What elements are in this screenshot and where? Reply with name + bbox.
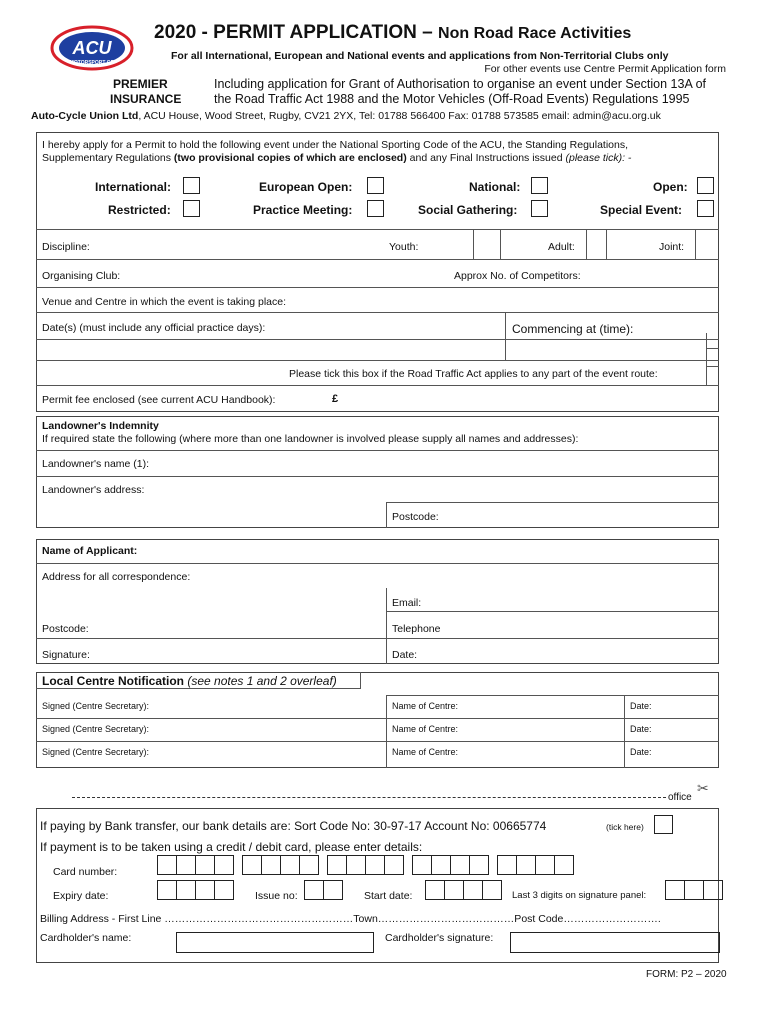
practice-checkbox[interactable] xyxy=(367,200,384,217)
landowner-address-label: Landowner's address: xyxy=(42,484,145,496)
divider xyxy=(606,229,607,259)
divider xyxy=(36,229,719,230)
email-field[interactable] xyxy=(430,590,716,610)
expiry-label: Expiry date: xyxy=(53,890,109,902)
open-checkbox[interactable] xyxy=(697,177,714,194)
landowner-address-field[interactable] xyxy=(160,478,718,500)
divider xyxy=(36,476,719,477)
last-3-digits-label: Last 3 digits on signature panel: xyxy=(512,890,647,901)
centre-signature-field[interactable] xyxy=(172,720,382,738)
venue-label: Venue and Centre in which the event is taking place: xyxy=(42,296,286,308)
social-checkbox[interactable] xyxy=(531,200,548,217)
card-digit-box[interactable] xyxy=(327,855,347,875)
centre-name-label: Name of Centre: xyxy=(392,701,459,711)
title-dash: – xyxy=(422,22,433,43)
landowner-name-label: Landowner's name (1): xyxy=(42,458,150,470)
acu-address-details: , ACU House, Wood Street, Rugby, CV21 2YX, Tel: 01788 566400 Fax: 01788 573585 email: admin@acu.org.uk xyxy=(138,110,661,122)
divider xyxy=(360,672,361,688)
centre-date-label: Date: xyxy=(630,724,652,734)
tick-here-label: (tick here) xyxy=(606,822,644,832)
joint-label: Joint: xyxy=(659,241,685,253)
commencing-field[interactable] xyxy=(645,314,705,338)
start-digit-box[interactable] xyxy=(444,880,464,900)
landowner-note: If required state the following (where more than one landowner is involved please supply all names and addresses): xyxy=(42,433,579,445)
issue-label: Issue no: xyxy=(255,890,298,902)
card-digit-box[interactable] xyxy=(516,855,536,875)
card-digit-box[interactable] xyxy=(157,855,177,875)
intro-text-d: (please tick): - xyxy=(565,152,632,164)
cvv-digit-box[interactable] xyxy=(703,880,723,900)
cardholder-signature-field[interactable] xyxy=(510,932,720,953)
acu-address-name: Auto-Cycle Union Ltd xyxy=(31,110,139,122)
divider xyxy=(500,229,501,259)
intro-line-1: I hereby apply for a Permit to hold the following event under the National Sporting Code of the ACU, the Standing Regulations, xyxy=(42,139,629,151)
cardholder-name-label: Cardholder's name: xyxy=(40,932,132,944)
cardholder-name-field[interactable] xyxy=(176,932,374,953)
centre-date-label: Date: xyxy=(630,701,652,711)
youth-label: Youth: xyxy=(389,241,419,253)
centre-signed-label: Signed (Centre Secretary): xyxy=(42,747,150,757)
billing-address-line[interactable]: Billing Address - First Line ………………………………………………Town…………………………………Post Code………………………. xyxy=(40,913,661,925)
card-digit-box[interactable] xyxy=(554,855,574,875)
intro-text-c: and any Final Instructions issued xyxy=(406,152,566,164)
divider xyxy=(386,502,719,503)
card-digit-box[interactable] xyxy=(469,855,489,875)
start-digit-box[interactable] xyxy=(425,880,445,900)
cut-line-label: office xyxy=(668,792,692,803)
card-intro-text: If payment is to be taken using a credit / debit card, please enter details: xyxy=(40,840,423,854)
acu-logo-graphic xyxy=(50,24,134,72)
telephone-label: Telephone xyxy=(392,623,441,635)
subtitle: For all International, European and National events and applications from Non-Territorial Clubs only xyxy=(171,50,669,62)
centre-heading-text: Local Centre Notification xyxy=(42,674,185,688)
dates-field[interactable] xyxy=(300,314,500,338)
page-title xyxy=(154,22,734,44)
centre-date-label: Date: xyxy=(630,747,652,757)
date-field[interactable] xyxy=(425,640,716,662)
card-digit-box[interactable] xyxy=(280,855,300,875)
start-digit-box[interactable] xyxy=(482,880,502,900)
practice-label: Practice Meeting: xyxy=(253,203,353,217)
cut-line xyxy=(72,797,666,798)
european-label: European Open: xyxy=(259,180,353,194)
postcode-label: Postcode: xyxy=(42,623,89,635)
signature-field[interactable] xyxy=(100,640,383,662)
card-number-label: Card number: xyxy=(53,866,118,878)
issue-digit-box[interactable] xyxy=(323,880,343,900)
cvv-digit-box[interactable] xyxy=(665,880,685,900)
card-digit-box[interactable] xyxy=(365,855,385,875)
national-label: National: xyxy=(469,180,521,194)
acu-address xyxy=(31,110,661,122)
approx-competitors-label: Approx No. of Competitors: xyxy=(454,270,581,282)
scissors-icon: ✂ xyxy=(697,780,709,796)
expiry-digit-box[interactable] xyxy=(176,880,196,900)
discipline-field[interactable] xyxy=(100,231,380,258)
divider xyxy=(36,563,719,564)
divider xyxy=(386,588,387,664)
authorisation-line-2: the Road Traffic Act 1988 and the Motor Vehicles (Off-Road Events) Regulations 1995 xyxy=(214,92,690,106)
intro-text-b: (two provisional copies of which are enclosed) xyxy=(173,152,407,164)
divider xyxy=(386,695,719,696)
svg-text:MOTORSPORT GB: MOTORSPORT GB xyxy=(69,60,115,66)
expiry-digit-box[interactable] xyxy=(214,880,234,900)
centre-heading-note: (see notes 1 and 2 overleaf) xyxy=(184,674,337,688)
card-digit-box[interactable] xyxy=(214,855,234,875)
bank-transfer-text: If paying by Bank transfer, our bank details are: Sort Code No: 30-97-17 Account No: 00665774 xyxy=(40,819,547,833)
signature-label: Signature: xyxy=(42,649,90,661)
acu-logo xyxy=(50,24,134,72)
approx-competitors-field[interactable] xyxy=(600,261,717,286)
centre-name-label: Name of Centre: xyxy=(392,747,459,757)
divider xyxy=(706,348,719,349)
card-digit-box[interactable] xyxy=(242,855,262,875)
extra-dates-field[interactable] xyxy=(37,340,504,360)
youth-checkbox[interactable] xyxy=(474,230,500,258)
divider xyxy=(36,638,719,639)
cardholder-signature-label: Cardholder's signature: xyxy=(385,932,494,944)
organising-club-label: Organising Club: xyxy=(42,270,121,282)
correspondence-address-label: Address for all correspondence: xyxy=(42,571,191,583)
other-events-note: For other events use Centre Permit Application form xyxy=(484,63,726,75)
expiry-digit-box[interactable] xyxy=(195,880,215,900)
restricted-label: Restricted: xyxy=(108,203,171,217)
card-digit-box[interactable] xyxy=(535,855,555,875)
title-main: 2020 - PERMIT APPLICATION xyxy=(154,22,417,43)
issue-digit-box[interactable] xyxy=(304,880,324,900)
expiry-digit-box[interactable] xyxy=(157,880,177,900)
centre-heading xyxy=(42,674,337,688)
road-traffic-checkbox[interactable] xyxy=(707,367,718,384)
road-traffic-label: Please tick this box if the Road Traffic Act applies to any part of the event route: xyxy=(289,368,658,380)
divider xyxy=(386,502,387,528)
divider xyxy=(36,385,719,386)
international-label: International: xyxy=(95,180,172,194)
bank-transfer-checkbox[interactable] xyxy=(654,815,673,834)
card-digit-box[interactable] xyxy=(261,855,281,875)
card-digit-box[interactable] xyxy=(346,855,366,875)
card-number-digits[interactable] xyxy=(157,855,717,877)
insurance-label: INSURANCE xyxy=(110,92,182,106)
applicant-heading: Name of Applicant: xyxy=(42,545,138,557)
card-digit-box[interactable] xyxy=(431,855,451,875)
cvv-digit-box[interactable] xyxy=(684,880,704,900)
centre-signature-field[interactable] xyxy=(172,697,382,715)
card-digit-box[interactable] xyxy=(384,855,404,875)
commencing-label: Commencing at (time): xyxy=(512,322,634,336)
venue-field[interactable] xyxy=(320,289,717,311)
dates-label: Date(s) (must include any official practice days): xyxy=(42,322,266,334)
discipline-label: Discipline: xyxy=(42,241,90,253)
divider xyxy=(386,695,387,768)
divider xyxy=(386,611,719,612)
correspondence-address-field[interactable] xyxy=(215,565,717,585)
start-digit-box[interactable] xyxy=(463,880,483,900)
organising-club-field[interactable] xyxy=(134,261,444,286)
authorisation-line-1: Including application for Grant of Authorisation to organise an event under Section 13A of xyxy=(214,77,706,91)
special-label: Special Event: xyxy=(600,203,683,217)
landowner-postcode-field[interactable] xyxy=(448,504,716,526)
landowner-name-field[interactable] xyxy=(170,452,718,474)
divider xyxy=(36,688,361,689)
adult-label: Adult: xyxy=(548,241,575,253)
card-digit-box[interactable] xyxy=(450,855,470,875)
telephone-field[interactable] xyxy=(450,614,716,636)
permit-fee-field[interactable] xyxy=(343,388,463,408)
landowner-postcode-label: Postcode: xyxy=(392,511,439,523)
special-checkbox[interactable] xyxy=(697,200,714,217)
card-digit-box[interactable] xyxy=(299,855,319,875)
pound-sign: £ xyxy=(332,393,339,405)
card-digit-box[interactable] xyxy=(176,855,196,875)
card-digit-box[interactable] xyxy=(412,855,432,875)
international-checkbox[interactable] xyxy=(183,177,200,194)
postcode-field[interactable] xyxy=(100,614,383,636)
divider xyxy=(36,312,719,313)
restricted-checkbox[interactable] xyxy=(183,200,200,217)
adult-checkbox[interactable] xyxy=(587,230,606,258)
intro-text-a: Supplementary Regulations xyxy=(42,152,174,164)
divider xyxy=(505,312,506,361)
form-id: FORM: P2 – 2020 xyxy=(646,969,727,980)
premier-label: PREMIER xyxy=(113,77,168,91)
date-label: Date: xyxy=(392,649,418,661)
card-digit-box[interactable] xyxy=(497,855,517,875)
divider xyxy=(624,695,625,768)
card-digit-box[interactable] xyxy=(195,855,215,875)
svg-text:ACU: ACU xyxy=(72,38,112,58)
applicant-name-field[interactable] xyxy=(150,541,717,561)
divider xyxy=(36,287,719,288)
centre-name-label: Name of Centre: xyxy=(392,724,459,734)
social-label: Social Gathering: xyxy=(418,203,518,217)
intro-line-2 xyxy=(42,152,631,164)
national-checkbox[interactable] xyxy=(531,177,548,194)
divider xyxy=(36,718,719,719)
centre-signed-label: Signed (Centre Secretary): xyxy=(42,724,150,734)
divider xyxy=(36,259,719,260)
open-label: Open: xyxy=(653,180,688,194)
divider xyxy=(36,741,719,742)
divider xyxy=(36,360,719,361)
start-label: Start date: xyxy=(364,890,413,902)
title-sub: Non Road Race Activities xyxy=(438,25,632,42)
european-checkbox[interactable] xyxy=(367,177,384,194)
divider xyxy=(36,450,719,451)
centre-signature-field[interactable] xyxy=(172,743,382,761)
landowner-heading: Landowner's Indemnity xyxy=(42,420,159,432)
email-label: Email: xyxy=(392,597,422,609)
permit-fee-label: Permit fee enclosed (see current ACU Handbook): xyxy=(42,394,276,406)
joint-checkbox[interactable] xyxy=(696,230,718,258)
centre-signed-label: Signed (Centre Secretary): xyxy=(42,701,150,711)
